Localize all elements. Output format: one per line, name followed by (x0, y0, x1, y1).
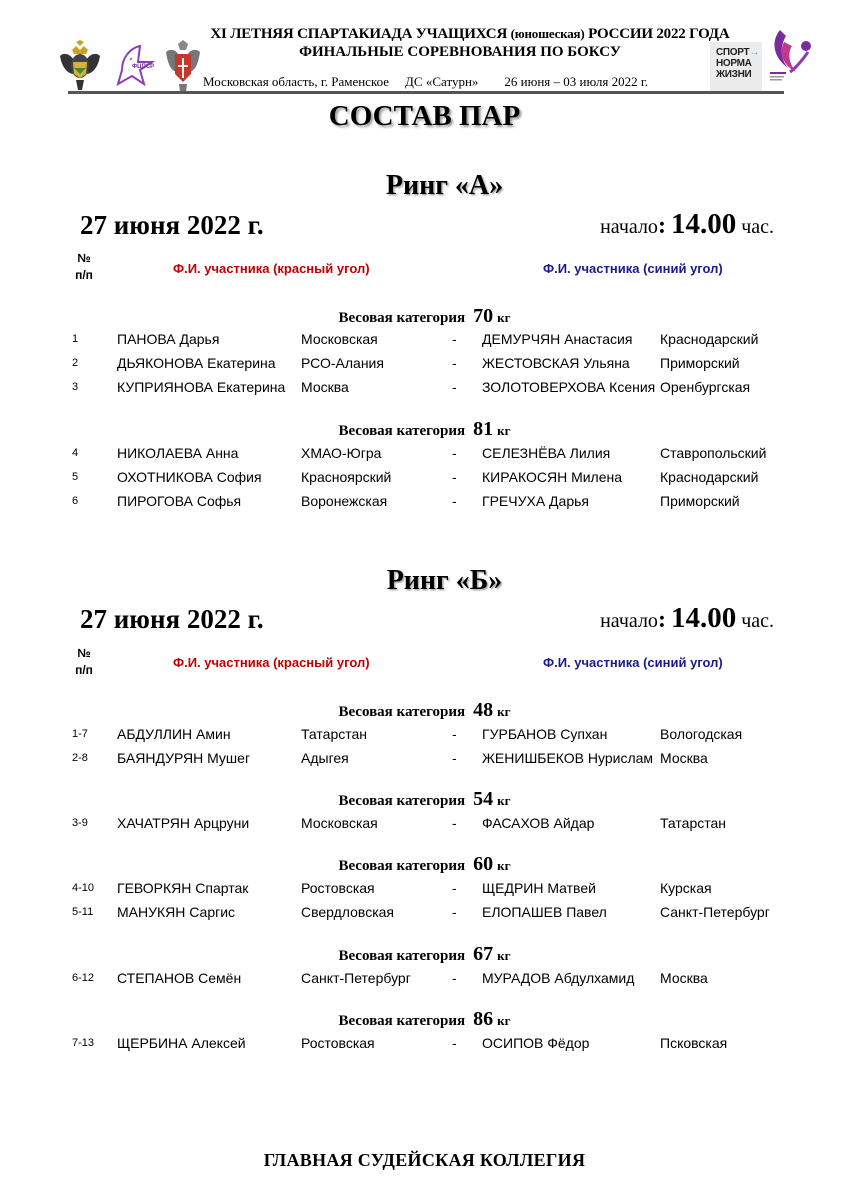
blue-boxer-region: Курская (660, 880, 712, 896)
event-dates: 26 июня – 03 июля 2022 г. (504, 74, 648, 89)
vs-separator: - (452, 493, 457, 509)
start-unit: час. (741, 610, 774, 632)
weight-category-label: Весовая категория (338, 858, 466, 874)
weight-category-value: 54 (473, 788, 494, 810)
weight-category-unit: кг (497, 423, 511, 438)
blue-boxer-name: МУРАДОВ Абдулхамид (482, 970, 635, 986)
weight-category-header (0, 699, 849, 722)
vs-separator: - (452, 726, 457, 742)
red-boxer-region: ХМАО-Югра (301, 445, 382, 461)
red-boxer-region: Адыгея (301, 750, 349, 766)
ring-b-start-time (600, 602, 774, 635)
chief-judges-signature: ГЛАВНАЯ СУДЕЙСКАЯ КОЛЛЕГИЯ (263, 1150, 586, 1170)
blue-boxer-region: Вологодская (660, 726, 743, 742)
weight-category-value: 86 (473, 1008, 494, 1030)
event-title-part3: РОССИИ 2022 ГОДА (588, 26, 730, 42)
weight-category-unit: кг (497, 704, 511, 719)
event-title-part2: (юношеская) (510, 26, 585, 41)
bout-row (0, 445, 849, 465)
bout-number: 4 (72, 447, 79, 459)
blue-boxer-name: ОСИПОВ Фёдор (482, 1035, 590, 1051)
red-boxer-name: КУПРИЯНОВА Екатерина (117, 379, 286, 395)
vs-separator: - (452, 469, 457, 485)
blue-boxer-region: Приморский (660, 355, 740, 371)
fcpsr-star-logo-icon (112, 42, 158, 88)
bout-number: 5-11 (72, 906, 94, 918)
weight-category-value: 67 (473, 943, 494, 965)
vs-separator: - (452, 445, 457, 461)
start-time-value: 14.00 (670, 602, 737, 634)
weight-category-value: 70 (473, 305, 494, 327)
bout-number: 6 (72, 495, 79, 507)
column-header-number (72, 645, 96, 679)
event-venue: ДС «Сатурн» (405, 74, 479, 89)
column-header-blue-corner: Ф.И. участника (синий угол) (543, 655, 723, 670)
red-boxer-name: ХАЧАТРЯН Арцруни (117, 815, 250, 831)
blue-boxer-name: СЕЛЕЗНЁВА Лилия (482, 445, 611, 461)
vs-separator: - (452, 379, 457, 395)
red-boxer-region: Воронежская (301, 493, 388, 509)
vs-separator: - (452, 355, 457, 371)
weight-category-unit: кг (497, 793, 511, 808)
red-boxer-name: БАЯНДУРЯН Мушег (117, 750, 251, 766)
weight-category-value: 81 (473, 418, 494, 440)
bout-row (0, 379, 849, 399)
blue-boxer-region: Оренбургская (660, 379, 751, 395)
red-boxer-region: Московская (301, 331, 378, 347)
blue-boxer-name: ЖЕСТОВСКАЯ Ульяна (482, 355, 630, 371)
blue-boxer-name: ЖЕНИШБЕКОВ Нурислам (482, 750, 654, 766)
vs-separator: - (452, 815, 457, 831)
event-subtitle: ФИНАЛЬНЫЕ СОРЕВНОВАНИЯ ПО БОКСУ (299, 44, 621, 60)
blue-boxer-region: Москва (660, 970, 708, 986)
weight-category-value: 48 (473, 699, 494, 721)
bout-number: 5 (72, 471, 79, 483)
bout-number: 6-12 (72, 972, 95, 984)
red-boxer-region: Свердловская (301, 904, 395, 920)
column-header-blue-corner: Ф.И. участника (синий угол) (543, 261, 723, 276)
red-boxer-name: МАНУКЯН Саргис (117, 904, 236, 920)
blue-boxer-region: Москва (660, 750, 708, 766)
blue-boxer-region: Санкт-Петербург (660, 904, 770, 920)
red-boxer-name: ДЬЯКОНОВА Екатерина (117, 355, 276, 371)
spartakiada-wing-logo-icon (766, 28, 816, 88)
blue-boxer-name: ДЕМУРЧЯН Анастасия (482, 331, 633, 347)
sport-logo-line2: НОРМА (716, 58, 752, 69)
vs-separator: - (452, 904, 457, 920)
column-header-red-corner: Ф.И. участника (красный угол) (173, 655, 370, 670)
event-title-part1: XI ЛЕТНЯЯ СПАРТАКИАДА УЧАЩИХСЯ (210, 26, 508, 42)
red-boxer-name: ГЕВОРКЯН Спартак (117, 880, 249, 896)
event-title (180, 26, 760, 43)
weight-category-label: Весовая категория (338, 948, 466, 964)
weight-category-header (0, 853, 849, 876)
red-boxer-name: ОХОТНИКОВА София (117, 469, 262, 485)
red-boxer-name: АБДУЛЛИН Амин (117, 726, 231, 742)
column-number-line1: № (77, 251, 91, 265)
start-label: начало (600, 216, 658, 238)
russian-eagle-emblem-icon (56, 40, 104, 92)
bout-number: 2 (72, 357, 79, 369)
ring-b-title: Ринг «Б» (386, 565, 503, 596)
bout-row (0, 331, 849, 351)
red-boxer-region: РСО-Алания (301, 355, 384, 371)
weight-category-label: Весовая категория (338, 310, 466, 326)
blue-boxer-name: ЩЕДРИН Матвей (482, 880, 596, 896)
red-boxer-region: Московская (301, 815, 378, 831)
ring-a-start-time (600, 208, 774, 241)
weight-category-header (0, 943, 849, 966)
blue-boxer-name: КИРАКОСЯН Милена (482, 469, 623, 485)
weight-category-unit: кг (497, 948, 511, 963)
red-boxer-name: СТЕПАНОВ Семён (117, 970, 242, 986)
start-colon: : (657, 607, 666, 633)
weight-category-unit: кг (497, 858, 511, 873)
bout-row (0, 815, 849, 835)
weight-category-header (0, 788, 849, 811)
ring-a-title: Ринг «А» (385, 170, 504, 201)
vs-separator: - (452, 970, 457, 986)
ministry-sport-emblem-icon (162, 38, 204, 94)
blue-boxer-region: Краснодарский (660, 331, 759, 347)
weight-category-header (0, 418, 849, 441)
column-header-number (72, 250, 96, 284)
red-boxer-region: Москва (301, 379, 349, 395)
bout-row (0, 355, 849, 375)
fcpsr-logo-text: ФЦПСР (132, 64, 155, 70)
bout-row (0, 1035, 849, 1055)
red-boxer-name: ПИРОГОВА Софья (117, 493, 242, 509)
vs-separator: - (452, 1035, 457, 1051)
red-boxer-region: Ростовская (301, 880, 375, 896)
sport-logo-line1: СПОРТ (716, 47, 750, 58)
bout-number: 4-10 (72, 882, 95, 894)
vs-separator: - (452, 750, 457, 766)
header-rule (68, 91, 784, 94)
bout-row (0, 726, 849, 746)
bout-row (0, 750, 849, 770)
start-colon: : (657, 213, 666, 239)
vs-separator: - (452, 880, 457, 896)
bout-number: 3-9 (72, 817, 88, 829)
blue-boxer-name: ЕЛОПАШЕВ Павел (482, 904, 607, 920)
bout-row (0, 493, 849, 513)
vs-separator: - (452, 331, 457, 347)
column-number-line1: № (77, 646, 91, 660)
start-unit: час. (741, 216, 774, 238)
bout-number: 3 (72, 381, 79, 393)
ring-b-date: 27 июня 2022 г. (80, 604, 264, 634)
bout-number: 1 (72, 333, 79, 345)
blue-boxer-name: ГУРБАНОВ Супхан (482, 726, 608, 742)
event-location: Московская область, г. Раменское (203, 74, 390, 89)
weight-category-value: 60 (473, 853, 494, 875)
column-number-line2: п/п (75, 663, 93, 677)
weight-category-header (0, 305, 849, 328)
blue-boxer-name: ЗОЛОТОВЕРХОВА Ксения (482, 379, 656, 395)
column-number-line2: п/п (75, 268, 93, 282)
ring-a-date: 27 июня 2022 г. (80, 210, 264, 240)
red-boxer-name: НИКОЛАЕВА Анна (117, 445, 239, 461)
weight-category-label: Весовая категория (338, 423, 466, 439)
weight-category-header (0, 1008, 849, 1031)
document-title: СОСТАВ ПАР (328, 100, 521, 132)
blue-boxer-region: Псковская (660, 1035, 728, 1051)
sport-logo-line3: ЖИЗНИ (716, 69, 752, 80)
weight-category-label: Весовая категория (338, 793, 466, 809)
blue-boxer-name: ФАСАХОВ Айдар (482, 815, 595, 831)
blue-boxer-region: Татарстан (660, 815, 727, 831)
red-boxer-region: Санкт-Петербург (301, 970, 411, 986)
blue-boxer-region: Краснодарский (660, 469, 759, 485)
red-boxer-name: ЩЕРБИНА Алексей (117, 1035, 246, 1051)
red-boxer-name: ПАНОВА Дарья (117, 331, 220, 347)
red-boxer-region: Красноярский (301, 469, 392, 485)
weight-category-label: Весовая категория (338, 1013, 466, 1029)
blue-boxer-region: Приморский (660, 493, 740, 509)
bout-number: 1-7 (72, 728, 88, 740)
bout-number: 2-8 (72, 752, 88, 764)
start-label: начало (600, 610, 658, 632)
red-boxer-region: Татарстан (301, 726, 368, 742)
red-boxer-region: Ростовская (301, 1035, 375, 1051)
start-time-value: 14.00 (670, 208, 737, 240)
event-info-line (203, 74, 648, 90)
bout-number: 7-13 (72, 1037, 95, 1049)
bout-row (0, 880, 849, 900)
blue-boxer-region: Ставропольский (660, 445, 767, 461)
weight-category-unit: кг (497, 1013, 511, 1028)
blue-boxer-name: ГРЕЧУХА Дарья (482, 493, 589, 509)
bout-row (0, 904, 849, 924)
bout-row (0, 469, 849, 489)
column-header-red-corner: Ф.И. участника (красный угол) (173, 261, 370, 276)
weight-category-unit: кг (497, 310, 511, 325)
arrow-right-icon: → (749, 47, 760, 58)
weight-category-label: Весовая категория (338, 704, 466, 720)
bout-row (0, 970, 849, 990)
